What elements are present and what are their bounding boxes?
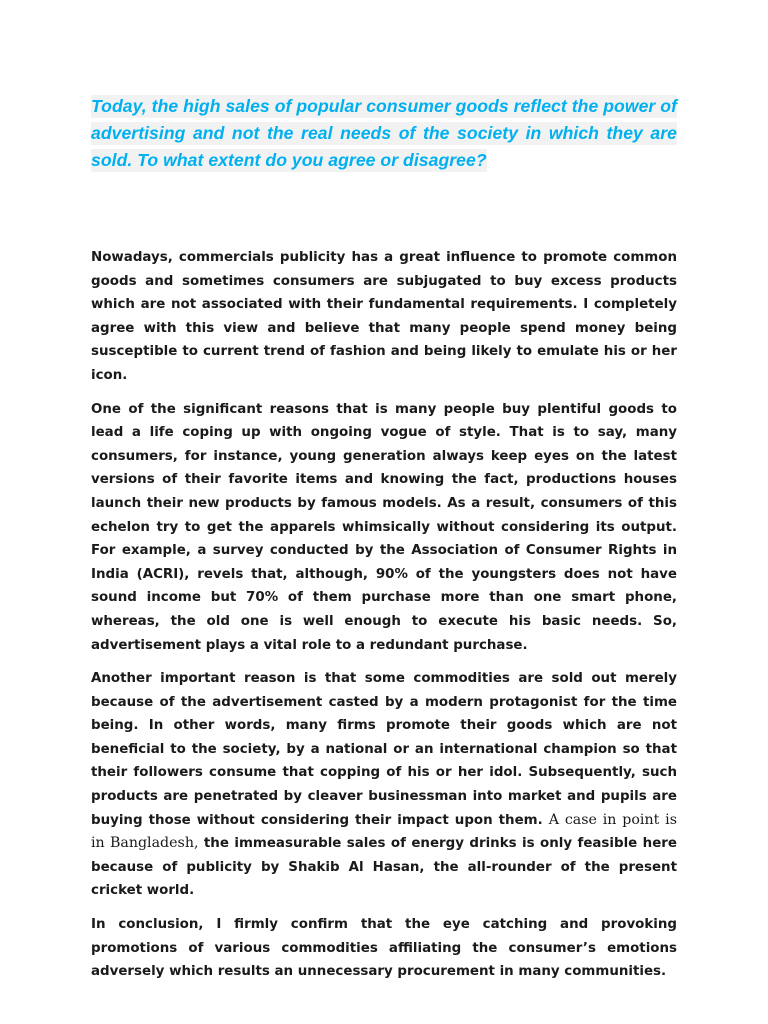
essay-prompt-text: Today, the high sales of popular consumer goods reflect the power of advertising and not the real needs of the society in which they are sold. To what extent do you agree or disagree? [91, 96, 677, 170]
essay-body [91, 246, 677, 994]
essay-prompt [91, 93, 677, 174]
essay-paragraph-body-1: One of the significant reasons that is many people buy plentiful goods to lead a life coping up with ongoing vogue of style. That is to say, many consumers, for instance, young generation always keep eyes on the latest versions of their favorite items and knowing the fact, productions houses launch their new products by famous models. As a result, consumers of this echelon try to get the apparels whimsically without considering its output. For example, a survey conducted by the Association of Consumer Rights in India (ACRI), revels that, although, 90% of the youngsters does not have sound income but 70% of them purchase more than one smart phone, whereas, the old one is well enough to execute his basic needs. So, advertisement plays a vital role to a redundant purchase. [91, 401, 677, 653]
essay-paragraph-introduction: Nowadays, commercials publicity has a great influence to promote common goods and sometimes consumers are subjugated to buy excess products which are not associated with their fundamental requirements. I completely agree with this view and believe that many people spend money being susceptible to current trend of fashion and being likely to emulate his or her icon. [91, 250, 677, 383]
paragraph-text-part: Another important reason is that some commodities are sold out merely because of the advertisement casted by a modern protagonist for the time being. In other words, many firms promote their goods which are not beneficial to the society, by a national or an international champion so that their followers consume that copping of his or her idol. Subsequently, such products are penetrated by cleaver businessman into market and pupils are buying those without considering their impact upon them. [91, 671, 677, 828]
essay-paragraph-body-2 [91, 667, 677, 903]
paragraph-text-serif-part: A case in point is in Bangladesh, [91, 811, 677, 852]
paragraph-text-part: the immeasurable sales of energy drinks is only feasible here because of publicity by Shakib Al Hasan, the all-rounder of the present cricket world. [91, 836, 677, 899]
essay-paragraph-conclusion: In conclusion, I firmly confirm that the eye catching and provoking promotions of various commodities affiliating the consumer’s emotions adversely which results an unnecessary procurement in many communities. [91, 917, 677, 980]
